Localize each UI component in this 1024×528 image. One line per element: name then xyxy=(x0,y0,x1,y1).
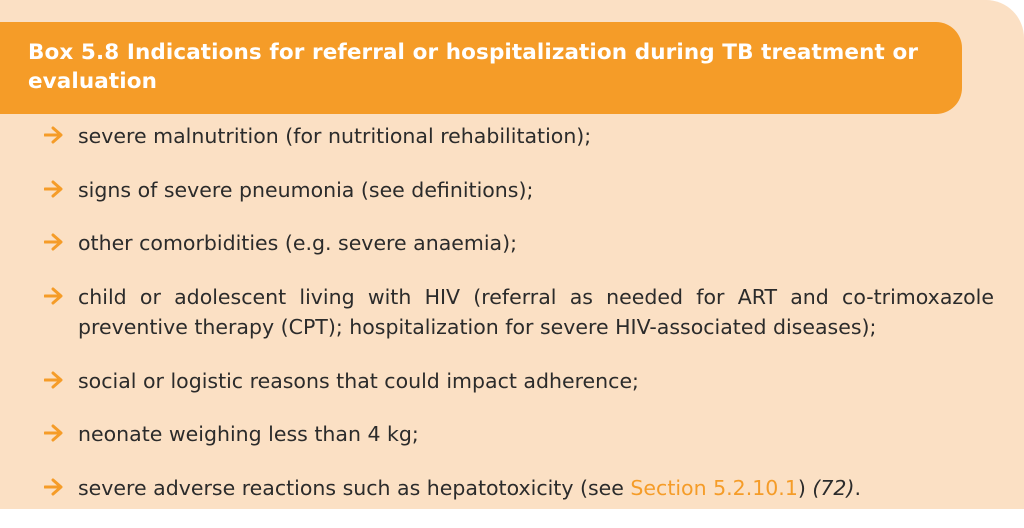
list-item-text-after: . xyxy=(854,476,862,501)
list-item-label: neonate weighing less than 4 kg; xyxy=(78,422,419,447)
list-item xyxy=(0,176,1024,206)
list-item-label: other comorbidities (e.g. severe anaemia); xyxy=(78,231,518,256)
list-item xyxy=(0,283,1024,342)
list-item xyxy=(0,122,1024,152)
arrow-right-icon xyxy=(44,420,78,442)
list-item-label xyxy=(78,474,994,504)
list-item-label: child or adolescent living with HIV (referral as needed for ART and co-trimoxazole preventive therapy (CPT); hospitalization for severe HIV-associated diseases); xyxy=(78,285,994,339)
arrow-right-icon xyxy=(44,367,78,389)
arrow-right-icon xyxy=(44,176,78,198)
list-item-label: social or logistic reasons that could impact adherence; xyxy=(78,368,639,393)
list-item-text-middle: ) xyxy=(797,476,813,501)
arrow-right-icon xyxy=(44,122,78,144)
box-header xyxy=(0,22,962,114)
arrow-right-icon xyxy=(44,283,78,305)
arrow-right-icon xyxy=(44,229,78,251)
list-item xyxy=(0,420,1024,450)
list-item-label: signs of severe pneumonia (see definitions); xyxy=(78,177,534,202)
list-item-label: severe malnutrition (for nutritional rehabilitation); xyxy=(78,124,592,148)
list-item xyxy=(0,367,1024,397)
list-item-text-before: severe adverse reactions such as hepatotoxicity (see xyxy=(78,476,631,501)
box-title: Box 5.8 Indications for referral or hospitalization during TB treatment or evaluation xyxy=(28,40,919,95)
citation-reference[interactable]: (72) xyxy=(812,476,855,501)
list-item xyxy=(0,229,1024,259)
section-link[interactable]: Section 5.2.10.1 xyxy=(630,476,798,501)
indications-list xyxy=(0,122,1024,528)
arrow-right-icon xyxy=(44,474,78,496)
list-item xyxy=(0,474,1024,504)
